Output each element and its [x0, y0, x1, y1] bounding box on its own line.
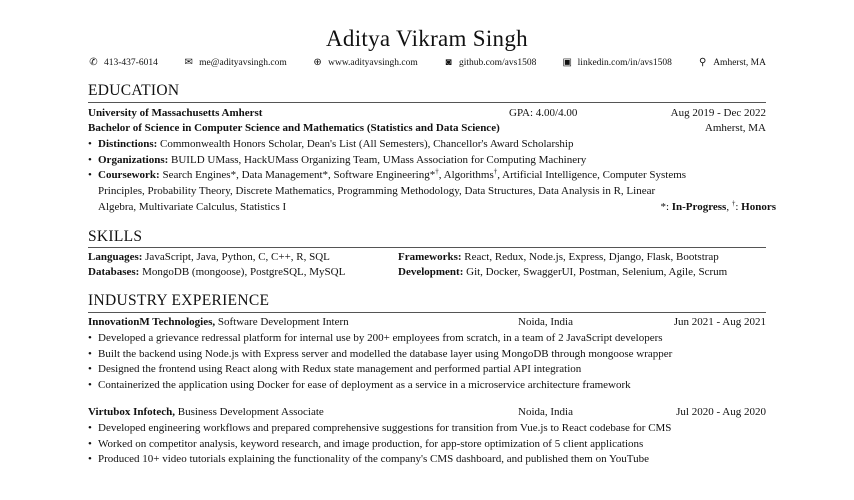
list-item: • Containerized the application using Docker for ease of deployment as a service in a microservice architecture framework — [88, 379, 631, 391]
job-role: Software Development Intern — [215, 316, 349, 328]
coursework-legend: *: In-Progress, †: Honors — [660, 199, 776, 213]
languages-text: JavaScript, Java, Python, C, C++, R, SQL — [142, 251, 330, 263]
honors-mark: † — [493, 167, 498, 176]
distinctions-text: Commonwealth Honors Scholar, Dean's List (All Semesters), Chancellor's Award Scholarship — [157, 138, 574, 150]
linkedin-text: linkedin.com/in/avs1508 — [577, 58, 672, 68]
education-degree-row — [88, 121, 766, 135]
coursework-text: , Algorithms — [438, 169, 494, 181]
section-divider — [88, 102, 766, 103]
job-dates: Jun 2021 - Aug 2021 — [673, 316, 766, 328]
contact-location — [697, 58, 766, 68]
github-text: github.com/avs1508 — [459, 58, 537, 68]
list-item: • Developed a grievance redressal platform for internal use by 200+ employees from scratch, in a team of 2 JavaScript developers — [88, 332, 663, 344]
distinctions-label: Distinctions: — [98, 138, 158, 150]
education-location: Amherst, MA — [704, 122, 766, 134]
development-cell — [398, 265, 727, 279]
languages-label: Languages: — [88, 251, 143, 263]
section-divider — [88, 247, 766, 248]
list-item: • Coursework: Search Engines*, Data Management*, Software Engineering*†, Algorithms†, Artificial Intelligence, Computer Systems — [88, 167, 687, 181]
gpa: GPA: 4.00/4.00 — [509, 107, 578, 119]
contact-phone[interactable] — [88, 58, 158, 68]
skills-row — [88, 265, 766, 279]
list-item: • Organizations: BUILD UMass, HackUMass Organizing Team, UMass Association for Computing Machinery — [88, 154, 587, 166]
section-divider — [88, 312, 766, 313]
coursework-label: Coursework: — [98, 169, 160, 181]
school-name: University of Massachusetts Amherst — [88, 107, 263, 119]
skills-row — [88, 250, 766, 264]
location-text: Amherst, MA — [713, 58, 766, 68]
phone-icon: ✆ — [89, 57, 98, 68]
job-location: Noida, India — [518, 316, 573, 328]
location-icon: ⚲ — [699, 57, 707, 68]
contact-bar — [88, 58, 766, 68]
email-icon: ✉ — [184, 57, 193, 68]
job-header — [88, 405, 766, 419]
website-text: www.adityavsingh.com — [328, 58, 418, 68]
job-location: Noida, India — [518, 406, 573, 418]
organizations-text: BUILD UMass, HackUMass Organizing Team, UMass Association for Computing Machinery — [168, 154, 587, 166]
linkedin-icon: ▣ — [562, 57, 572, 68]
frameworks-text: React, Redux, Node.js, Express, Django, Flask, Bootstrap — [461, 251, 719, 263]
phone-text: 413-437-6014 — [104, 58, 158, 68]
frameworks-label: Frameworks: — [398, 251, 462, 263]
databases-label: Databases: — [88, 266, 140, 278]
development-text: Git, Docker, SwaggerUI, Postman, Selenium, Agile, Scrum — [463, 266, 728, 278]
list-item: • Worked on competitor analysis, keyword research, and image production, for app-store optimization of 5 client applications — [88, 438, 644, 450]
list-item: • Developed engineering workflows and prepared comprehensive suggestions for transition from Vue.js to React codebase for CMS — [88, 422, 672, 434]
job-dates: Jul 2020 - Aug 2020 — [676, 406, 766, 418]
education-school-row — [88, 106, 766, 120]
job-role: Business Development Associate — [174, 406, 324, 418]
section-title-skills: SKILLS — [88, 228, 143, 245]
contact-github[interactable] — [443, 58, 536, 68]
list-item: • Designed the frontend using React along with Redux state management and performed partial API integration — [88, 363, 582, 375]
coursework-text: , Artificial Intelligence, Computer Systems — [497, 169, 687, 181]
list-item: • Distinctions: Commonwealth Honors Scholar, Dean's List (All Semesters), Chancellor's Award Scholarship — [88, 138, 574, 150]
list-item: • Built the backend using Node.js with Express server and modelled the database layer using MongoDB through mongoose wrapper — [88, 348, 673, 360]
development-label: Development: — [398, 266, 464, 278]
contact-website[interactable] — [312, 58, 418, 68]
organizations-label: Organizations: — [98, 154, 169, 166]
education-dates: Aug 2019 - Dec 2022 — [670, 107, 766, 119]
section-title-education: EDUCATION — [88, 82, 180, 99]
coursework-line3: Algebra, Multivariate Calculus, Statistics I — [98, 201, 287, 213]
coursework-text: Search Engines*, Data Management*, Software Engineering* — [159, 169, 436, 181]
globe-icon: ⊕ — [313, 57, 322, 68]
section-title-experience: INDUSTRY EXPERIENCE — [88, 292, 270, 309]
databases-text: MongoDB (mongoose), PostgreSQL, MySQL — [139, 266, 346, 278]
degree: Bachelor of Science in Computer Science and Mathematics (Statistics and Data Science) — [88, 122, 500, 134]
contact-email[interactable] — [183, 58, 287, 68]
list-item: • Produced 10+ video tutorials explaining the functionality of the company's CMS dashboard, and published them on YouTube — [88, 453, 649, 465]
honors-mark: † — [435, 167, 439, 176]
frameworks-cell — [398, 250, 719, 264]
company-name: InnovationM Technologies, — [88, 316, 216, 328]
candidate-name: Aditya Vikram Singh — [326, 26, 528, 51]
coursework-continued: Principles, Probability Theory, Discrete Mathematics, Programming Methodology, Data Structures, Data Analysis in R, Linear — [98, 185, 656, 197]
github-icon: ◙ — [445, 57, 452, 68]
company-name: Virtubox Infotech, — [88, 406, 175, 418]
email-text: me@adityavsingh.com — [199, 58, 287, 68]
coursework-continued — [88, 200, 776, 214]
contact-linkedin[interactable] — [562, 58, 672, 68]
job-header — [88, 315, 766, 329]
